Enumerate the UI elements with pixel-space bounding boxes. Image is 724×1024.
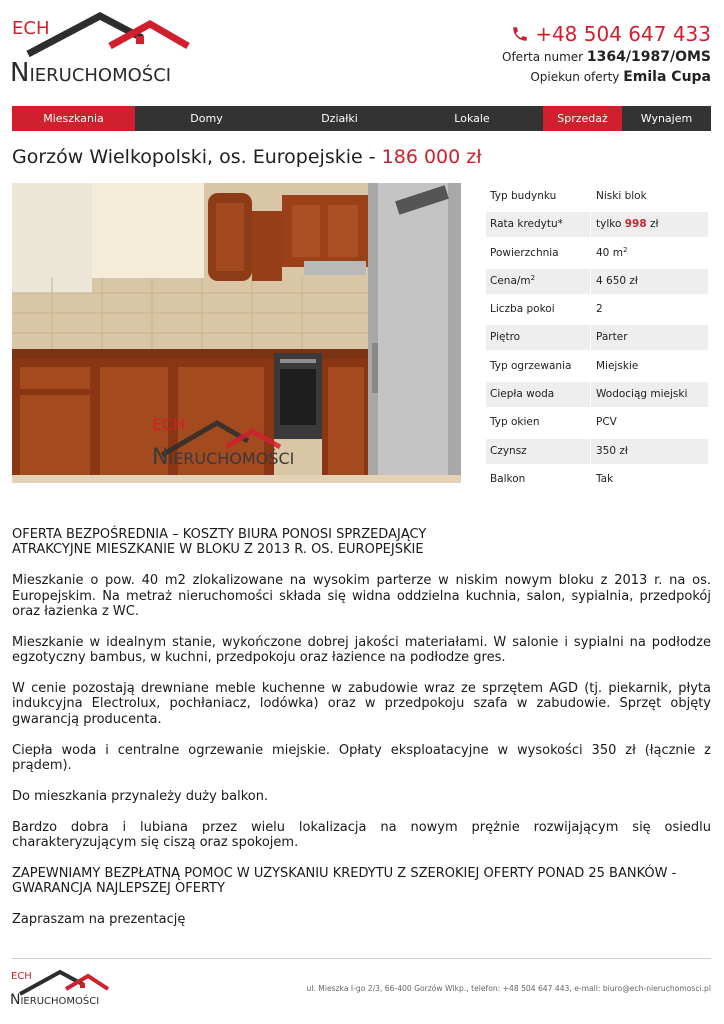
listing-photo[interactable] xyxy=(12,183,461,483)
nav-item-wynajem[interactable]: Wynajem xyxy=(640,112,693,125)
spec-value: 350 zł xyxy=(590,439,708,464)
photo-watermark-brand: NIERUCHOMOŚCI xyxy=(152,445,295,470)
contact-block xyxy=(502,22,711,86)
spec-label: Powierzchnia xyxy=(490,246,559,259)
spec-value: Wodociąg miejski xyxy=(590,382,708,407)
spec-value: Niski blok xyxy=(590,184,708,209)
logo-ech-text: ECH xyxy=(12,18,50,39)
spec-row-typ-okien xyxy=(486,410,708,435)
description-credit-note: ZAPEWNIAMY BEZPŁATNĄ POMOC W UZYSKANIU KREDYTU Z SZEROKIEJ OFERTY PONAD 25 BANKÓW - GWARANCJA NAJLEPSZEJ OFERTY xyxy=(12,865,677,897)
page-title xyxy=(12,146,482,168)
spec-row-pietro xyxy=(486,325,708,350)
spec-label: Ciepła woda xyxy=(490,388,555,401)
spec-row-ciepla-woda xyxy=(486,382,708,407)
spec-label: Typ okien xyxy=(490,416,540,429)
phone-number[interactable]: +48 504 647 433 xyxy=(502,22,711,46)
footer-logo[interactable] xyxy=(10,968,110,1010)
footer-divider xyxy=(12,958,711,959)
description-paragraph: Mieszkanie o pow. 40 m2 zlokalizowane na wysokim parterze w niskim nowym bloku z 2013 r. na os. Europejskim. Na metraż nieruchomości składa się widna oddzielna kuchnia, salon, sypialnia, przedpokój oraz łazienka z WC. xyxy=(12,573,711,620)
spec-row-liczba-pokoi xyxy=(486,297,708,322)
spec-label: Typ ogrzewania xyxy=(490,359,572,372)
nav-item-domy[interactable]: Domy xyxy=(190,112,223,125)
offer-number-line xyxy=(502,48,711,66)
spec-value: tylko 998 zł xyxy=(590,212,708,237)
loan-installment-amount: 998 xyxy=(624,218,647,231)
spec-row-typ-budynku xyxy=(486,184,708,209)
nav-item-mieszkania[interactable]: Mieszkania xyxy=(12,106,135,131)
agent-name: Emila Cupa xyxy=(623,69,711,85)
main-nav xyxy=(12,106,711,131)
nav-item-sprzedaz[interactable]: Sprzedaż xyxy=(543,106,622,131)
spec-row-czynsz xyxy=(486,439,708,464)
header xyxy=(0,0,724,100)
nav-item-lokale[interactable]: Lokale xyxy=(454,112,490,125)
photo-watermark-ech: ECH xyxy=(152,415,186,434)
spec-row-balkon xyxy=(486,467,708,492)
spec-value: 40 $m^2$ xyxy=(590,241,708,266)
footer-logo-brand: NIERUCHOMOŚCI xyxy=(10,992,100,1008)
phone-icon xyxy=(511,25,529,43)
description-paragraph: Mieszkanie w idealnym stanie, wykończone dobrej jakości materiałami. W salonie i sypialni na podłodze egzotyczny bambus, w kuchni, przedpokoju oraz łazience na podłodze gres. xyxy=(12,634,711,666)
listing-location: Gorzów Wielkopolski, os. Europejskie - xyxy=(12,146,382,168)
spec-label: Cena/$m^2$ xyxy=(490,273,536,287)
offer-number: 1364/1987/OMS xyxy=(586,49,711,65)
description-paragraph: Do mieszkania przynależy duży balkon. xyxy=(12,788,269,804)
spec-label: Piętro xyxy=(490,331,521,344)
footer-logo-ech: ECH xyxy=(11,971,32,982)
kitchen-photo-image xyxy=(12,183,461,483)
agent-label: Opiekun oferty xyxy=(530,70,620,84)
agent-line xyxy=(502,68,711,86)
spec-value: Tak xyxy=(590,467,708,492)
property-specs xyxy=(486,184,708,495)
description-paragraph: Ciepła woda i centralne ogrzewanie miejskie. Opłaty eksploatacyjne w wysokości 350 zł (łącznie z prądem). xyxy=(12,742,711,774)
listing-description xyxy=(12,527,711,943)
description-closing: Zapraszam na prezentację xyxy=(12,912,186,928)
description-paragraph: W cenie pozostają drewniane meble kuchenne w zabudowie wraz ze sprzętem AGD (tj. piekarnik, płyta indukcyjna Electrolux, pochłaniacz, lodówka) oraz w przedpokoju szafa w zabudowie. Sprzęt objęty gwarancją producenta. xyxy=(12,681,711,727)
nav-item-dzialki[interactable]: Działki xyxy=(321,112,358,125)
spec-label: Rata kredytu* xyxy=(490,218,563,231)
company-logo[interactable] xyxy=(10,10,190,88)
spec-value: 4 650 zł xyxy=(590,269,708,294)
description-paragraph: Bardzo dobra i lubiana przez wielu lokalizacja na nowym prężnie rozwijającym się osiedlu charakteryzującym się ciszą oraz spokojem. xyxy=(12,819,711,851)
offer-number-label: Oferta numer xyxy=(502,50,584,64)
spec-row-typ-ogrzewania xyxy=(486,354,708,379)
spec-label: Balkon xyxy=(490,472,526,485)
listing-price: 186 000 zł xyxy=(381,146,482,168)
spec-value: Miejskie xyxy=(590,354,708,379)
spec-value: 2 xyxy=(590,297,708,322)
spec-value: Parter xyxy=(590,325,708,350)
spec-row-cena-m2 xyxy=(486,269,708,294)
spec-row-rata-kredytu xyxy=(486,212,708,237)
spec-label: Czynsz xyxy=(490,444,527,457)
logo-brand-text: NIERUCHOMOŚCI xyxy=(10,58,172,88)
footer-address: ul. Mieszka I-go 2/3, 66-400 Gorzów Wlkp., telefon: +48 504 647 443, e-mail: biuro@ech-nieruchomosci.pl xyxy=(306,984,711,993)
description-headline: OFERTA BEZPOŚREDNIA – KOSZTY BIURA PONOSI SPRZEDAJĄCY ATRAKCYJNE MIESZKANIE W BLOKU Z 2013 R. OS. EUROPEJSKIE xyxy=(12,527,427,558)
spec-label: Liczba pokoi xyxy=(490,303,555,316)
spec-row-powierzchnia xyxy=(486,241,708,266)
spec-value: PCV xyxy=(590,410,708,435)
spec-label: Typ budynku xyxy=(490,190,557,202)
